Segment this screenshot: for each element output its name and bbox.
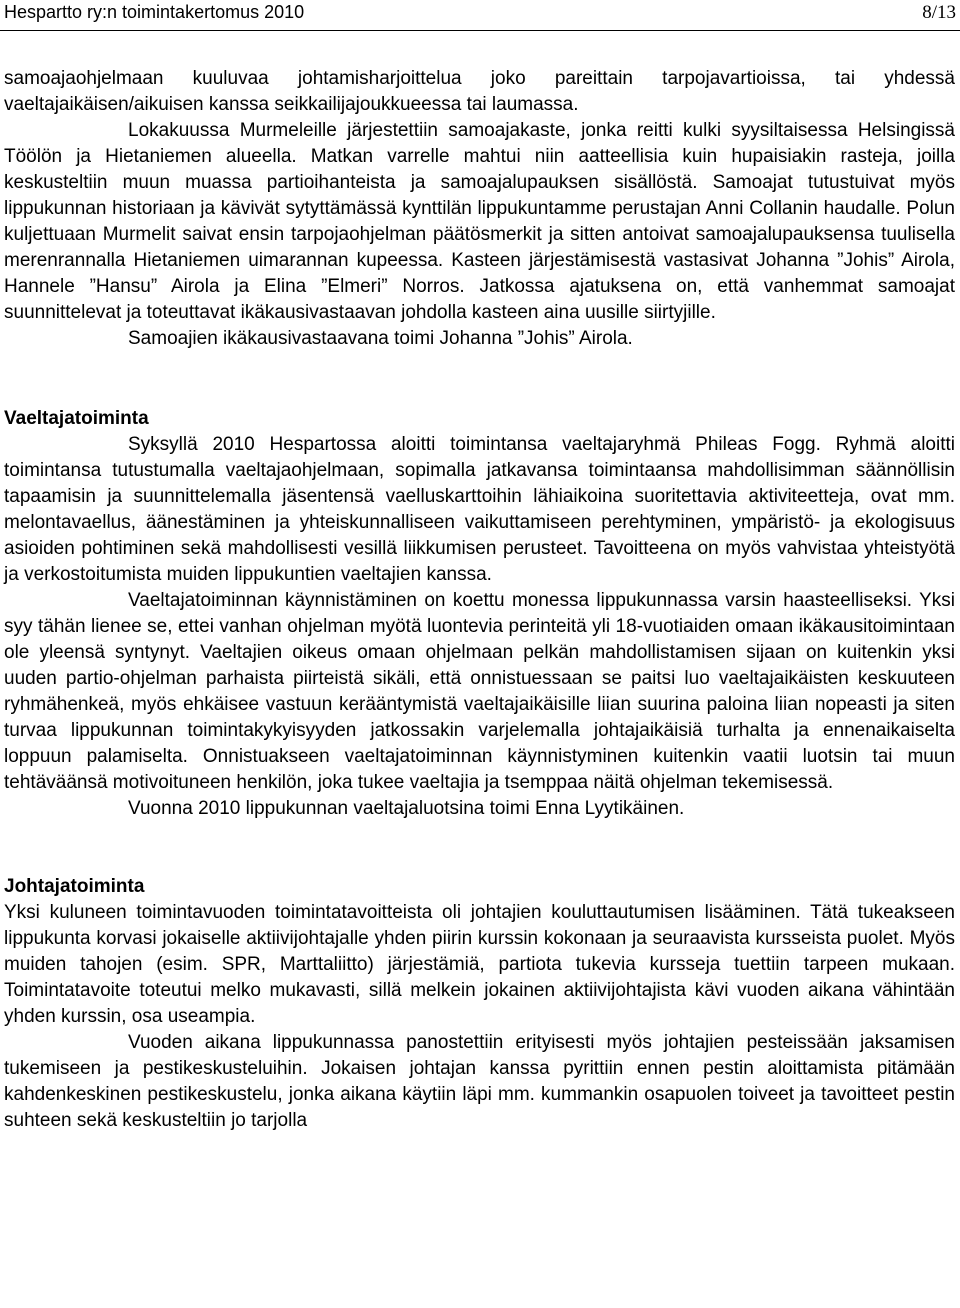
paragraph-samoajat-vastaava: Samoajien ikäkausivastaavana toimi Johanna ”Johis” Airola. (128, 328, 633, 349)
paragraph-vaeltaja-intro: Syksyllä 2010 Hespartossa aloitti toimintansa vaeltajaryhmä Phileas Fogg. Ryhmä aloitti toimintansa tutustumalla vaeltajaohjelmaan, sopimalla jatkavansa toimintaansa mahdollisimman säännöllisin tapaamisin ja suunnittelemalla jäsentensä vaelluskarttoihin lähiaikoina suoritettavia aktiviteetteja, ovat mm. melontavaellus, äänestäminen ja yhteiskunnalliseen vaikuttamiseen perehtyminen, ympäristö- ja ekologisuus asioiden pohtiminen sekä mahdollisesti vesillä liikkumisen perusteet. Tavoitteena on myös vahvistaa yhteistyötä ja verkostoitumista muiden lippukuntien vaeltajien kanssa. (4, 434, 955, 585)
paragraph-vaeltaja-challenges: Vaeltajatoiminnan käynnistäminen on koettu monessa lippukunnassa varsin haasteelliseksi. Yksi syy tähän lienee se, ettei vanhan ohjelman myötä luontevia perinteitä yli 18-vuotiaiden omaan ikäkausitoimintaan ole yleensä syntynyt. Vaeltajien oikeus omaan ohjelmaan pelkän mahdollistamisen sijaan on kuitenkin yksi uuden partio-ohjelman parhaista piirteistä sikäli, että onnistuessaan se paitsi luo vaeltajaikäisten keskuuteen ryhmähenkeä, myös ehkäisee vastuun kerääntymistä vaeltajaikäisille liian suurina paloina liian nopeasti ja siten turvaa lippukunnan toimintakykyisyyden jatkossakin varjelemalla johtajaikäisiä turhalta ja ennenaikaiselta loppuun palamiselta. Onnistuakseen vaeltajatoiminnan käynnistyminen kuitenkin vaatii luotsin tai muun tehtäväänsä motivoituneen henkilön, joka tukee vaeltajia ja tsemppaa näitä ohjelman tekemisessä. (4, 590, 955, 793)
paragraph-samoajat-continuation: samoajaohjelmaan kuuluvaa johtamisharjoittelua joko pareittain tarpojavartioissa, tai yhdessä vaeltajaikäisen/aikuisen kanssa seikkailijajoukkueessa tai laumassa. (4, 68, 955, 115)
section-spacer (4, 352, 955, 406)
page-header (0, 0, 960, 32)
section-spacer (4, 822, 955, 874)
header-divider (0, 30, 960, 31)
paragraph-johtaja-koulutus: Yksi kuluneen toimintavuoden toimintatavoitteista oli johtajien kouluttautumisen lisääminen. Tätä tukeakseen lippukunta korvasi jokaiselle aktiivijohtajalle yhden piirin kurssin kokonaan ja seuraavista kursseista puolet. Myös muiden tahojen (esim. SPR, Marttaliitto) järjestämiä, partiota tukevia kursseja tuettiin tarpeen mukaan. Toimintatavoite toteutui melko mukavasti, sillä melkein jokainen aktiivijohtajista kävi vuoden aikana vähintään yhden kurssin, osa useampia. (4, 902, 955, 1027)
paragraph-samoajakaste: Lokakuussa Murmeleille järjestettiin samoajakaste, jonka reitti kulki syysiltaisessa Helsingissä Töölön ja Hietaniemen alueella. Matkan varrelle mahtui niin aatteellisia kuin hupaisiakin rasteja, joilla keskusteltiin muun muassa partioihanteista ja samoajalupauksen sisällöstä. Samoajat tutustuivat myös lippukunnan historiaan ja kävivät sytyttämässä kynttilän lippukuntamme perustajan Anni Collanin haudalle. Polun kuljettuaan Murmelit saivat ensin tarpojaohjelman päätösmerkit ja sitten antoivat samoajalupauksensa tuulisella merenrannalla Hietaniemen uimarannan kupeessa. Kasteen järjestämisestä vastasivat Johanna ”Johis” Airola, Hannele ”Hansu” Airola ja Elina ”Elmeri” Norros. Jatkossa ajatuksena on, että vanhemmat samoajat suunnittelevat ja toteuttavat ikäkausivastaavan johdolla kasteen aina uusille siirtyjille. (4, 120, 955, 323)
section-heading-johtajatoiminta: Johtajatoiminta (4, 876, 145, 897)
document-body (4, 66, 955, 1134)
section-heading-vaeltajatoiminta: Vaeltajatoiminta (4, 408, 149, 429)
paragraph-vaeltaja-luotsi: Vuonna 2010 lippukunnan vaeltajaluotsina toimi Enna Lyytikäinen. (128, 798, 685, 819)
page-number: 8/13 (922, 2, 956, 23)
document-title: Hespartto ry:n toimintakertomus 2010 (4, 2, 305, 22)
paragraph-johtaja-pestit: Vuoden aikana lippukunnassa panostettiin erityisesti myös johtajien pesteissään jaksamisen tukemiseen ja pestikeskusteluihin. Jokaisen johtajan kanssa pyrittiin ennen pestin aloittamista pitämään kahdenkeskinen pestikeskustelu, jonka aikana käytiin läpi mm. kummankin osapuolen toiveet ja tavoitteet pestin suhteen sekä keskusteltiin jo tarjolla (4, 1032, 955, 1131)
